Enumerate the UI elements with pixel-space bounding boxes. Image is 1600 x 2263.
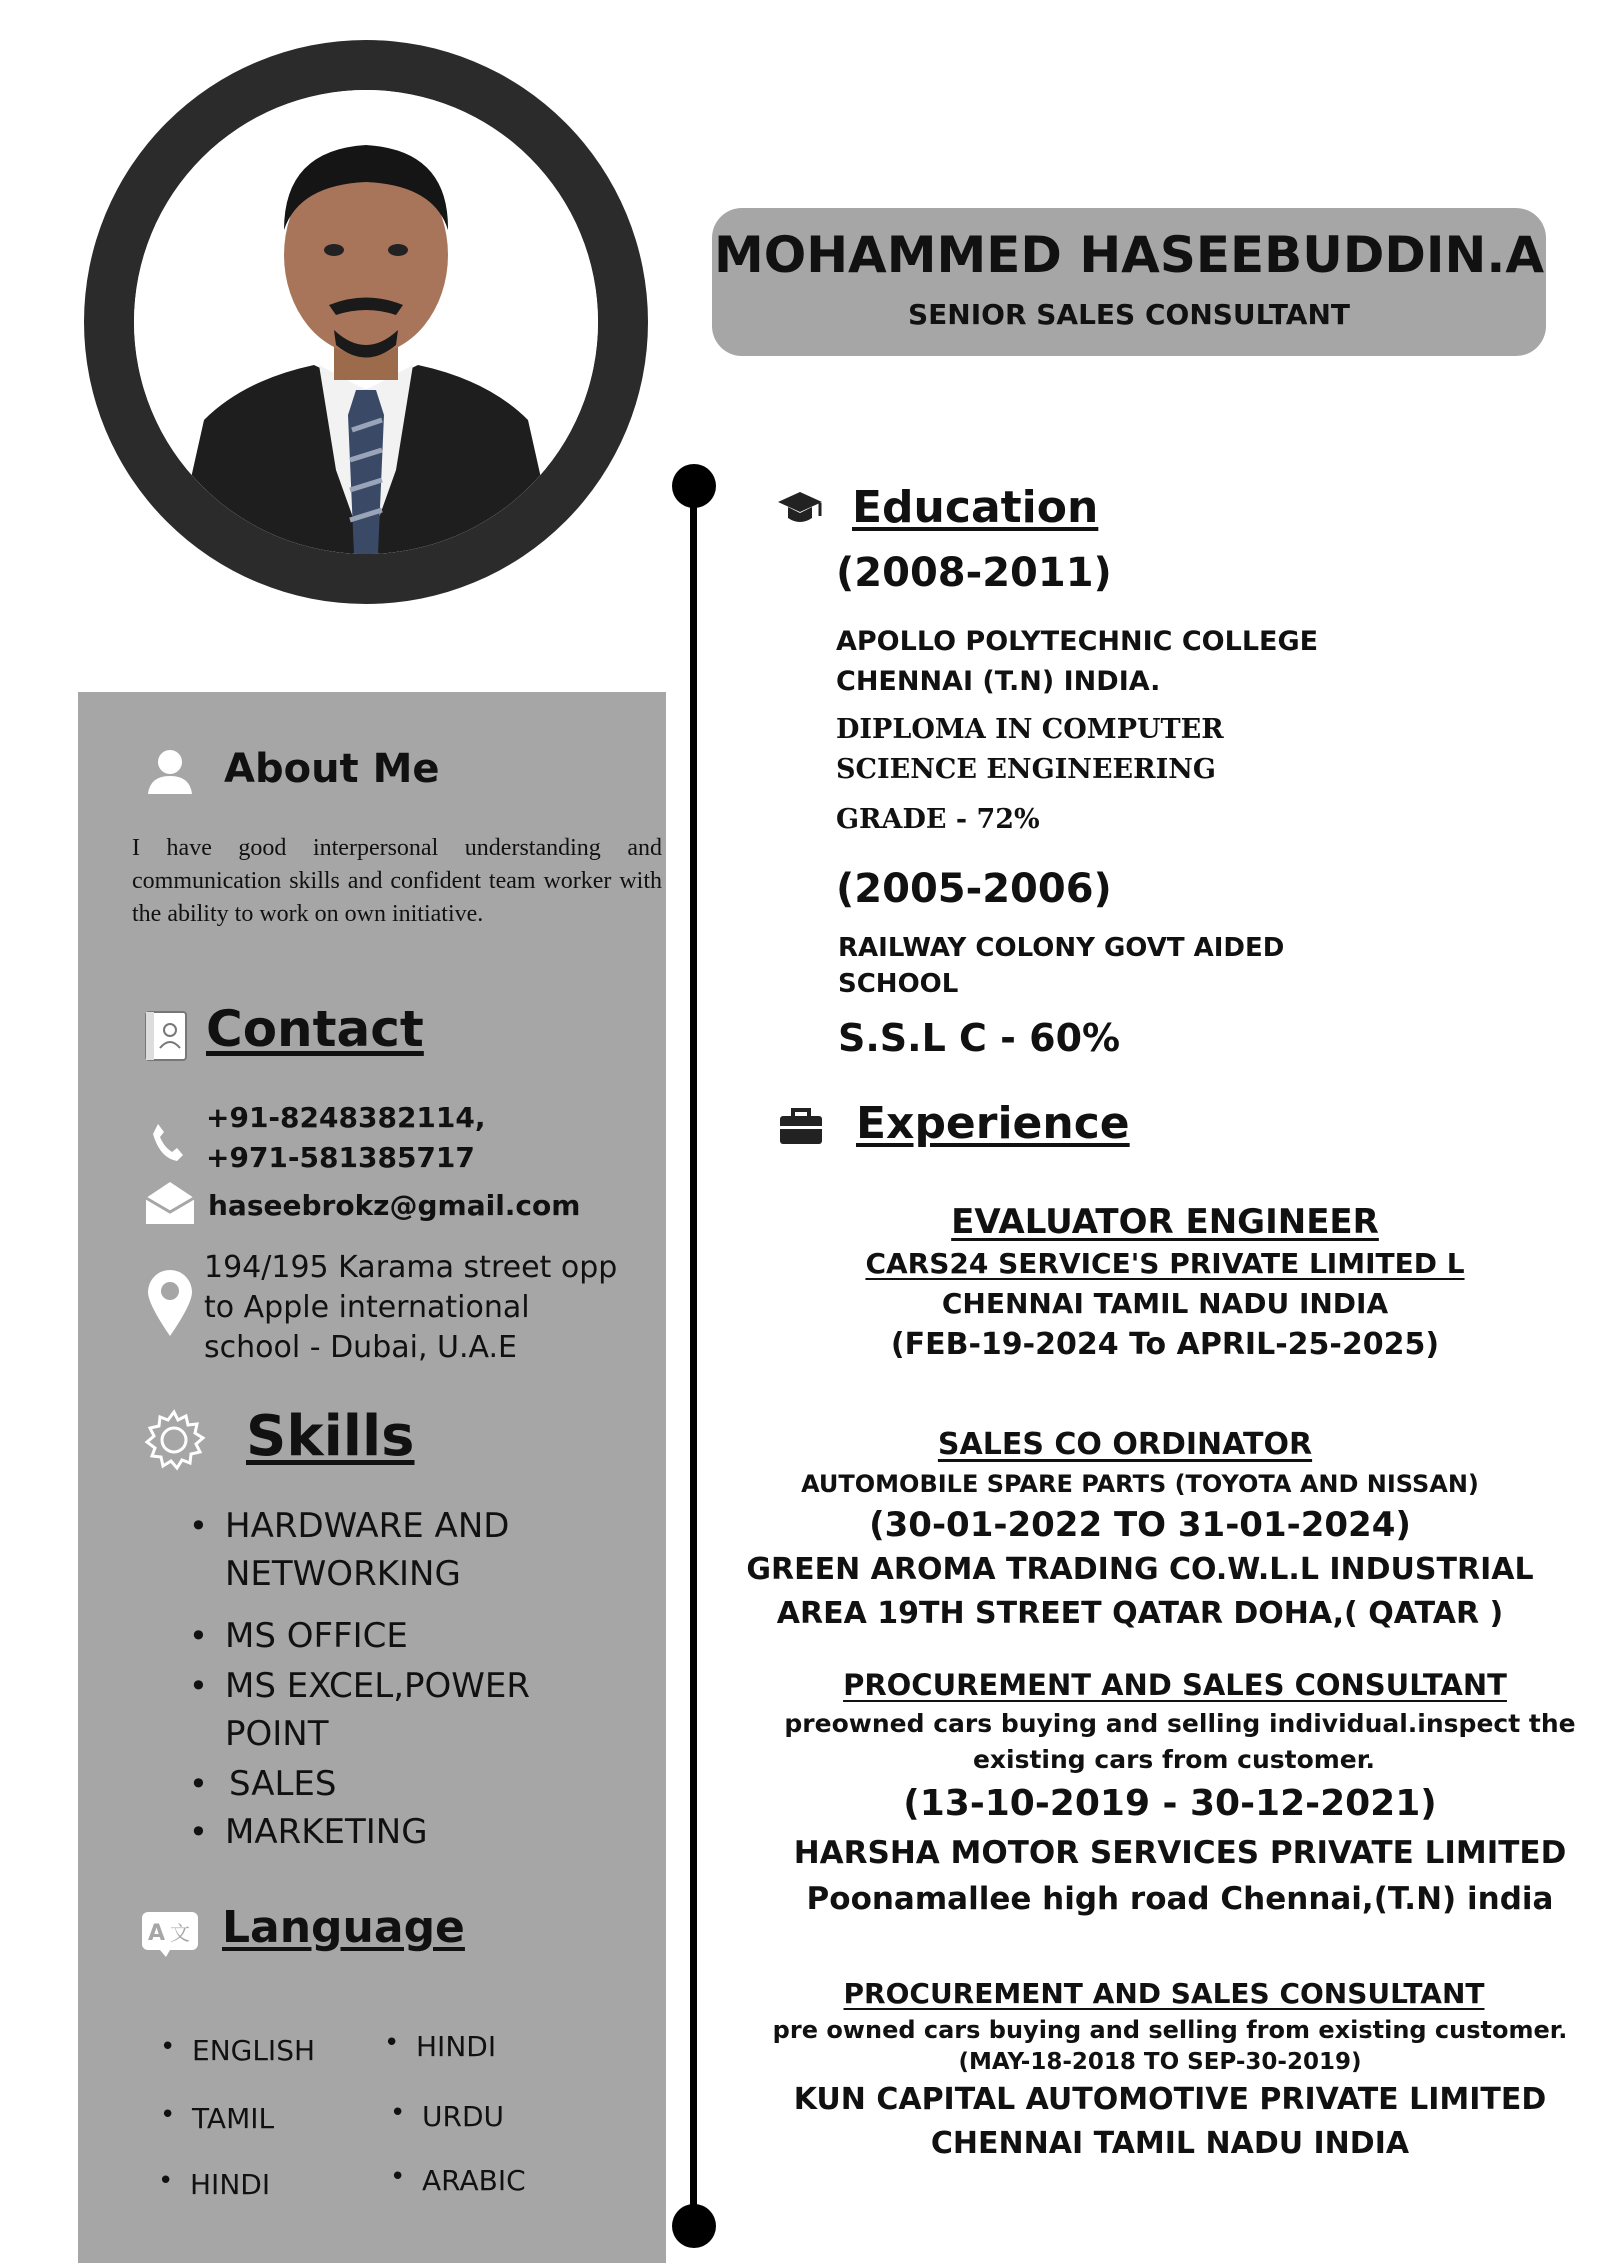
education-year: (2005-2006) (836, 866, 1112, 912)
education-grade: S.S.L C - 60% (838, 1016, 1121, 1060)
contact-book-icon (142, 1010, 190, 1066)
job-dates: (13-10-2019 - 30-12-2021) (903, 1783, 1437, 1824)
job-description: pre owned cars buying and selling from existing customer. (772, 2016, 1568, 2044)
svg-text:文: 文 (170, 1921, 190, 1945)
job-dates: (FEB-19-2024 To APRIL-25-2025) (890, 1327, 1440, 1362)
job-title: PROCUREMENT AND SALES CONSULTANT (843, 1668, 1507, 1702)
job-dates: (30-01-2022 TO 31-01-2024) (869, 1505, 1411, 1545)
job-description-cont: existing cars from customer. (972, 1745, 1376, 1774)
school-name-cont: SCHOOL (838, 969, 959, 999)
svg-text:A: A (148, 1921, 166, 1946)
skills-heading: Skills (246, 1404, 415, 1469)
language-heading: Language (222, 1902, 465, 1953)
skill-item-label: • MS EXCEL,POWER (225, 1666, 530, 1706)
job-title: SENIOR SALES CONSULTANT (908, 298, 1350, 331)
contact-heading: Contact (206, 1000, 424, 1058)
skill-item (225, 1760, 645, 1808)
user-icon (146, 748, 194, 800)
skill-item (225, 1612, 645, 1660)
about-heading: About Me (224, 746, 440, 792)
phone-numbers (206, 1098, 486, 1178)
language-item: • HINDI (416, 2030, 496, 2063)
skill-item-label: • MS OFFICE (225, 1616, 408, 1656)
company-address: AREA 19TH STREET QATAR DOHA,( QATAR ) (776, 1596, 1504, 1631)
school-location: CHENNAI (T.N) INDIA. (836, 666, 1161, 697)
education-school (836, 622, 1318, 702)
profile-photo-frame (84, 40, 648, 604)
email-link[interactable]: haseebrokz@gmail.com (208, 1189, 581, 1222)
address-line-1: 194/195 Karama street opp (204, 1250, 618, 1285)
phone-number-1[interactable]: +91-8248382114, (206, 1101, 486, 1134)
education-degree (836, 710, 1224, 790)
experience-heading: Experience (856, 1098, 1130, 1149)
about-text: I have good interpersonal understanding and communication skills and confident team worker with the ability to work on own initiative. (132, 835, 662, 927)
company-name: GREEN AROMA TRADING CO.W.L.L INDUSTRIAL (746, 1552, 1534, 1587)
company-name: HARSHA MOTOR SERVICES PRIVATE LIMITED (793, 1835, 1567, 1871)
education-grade: GRADE - 72% (836, 804, 1040, 835)
address-line-2: to Apple international (204, 1290, 530, 1325)
person-portrait-icon (134, 90, 598, 554)
experience-entry (760, 1664, 1600, 1922)
job-title: PROCUREMENT AND SALES CONSULTANT (843, 1977, 1485, 2010)
skill-item-label: • SALES (229, 1764, 337, 1804)
job-location: CHENNAI TAMIL NADU INDIA (941, 1287, 1389, 1320)
name-banner (712, 208, 1546, 356)
timeline-line (690, 486, 697, 2236)
skills-list (225, 1502, 645, 1856)
school-name: APOLLO POLYTECHNIC COLLEGE (836, 626, 1319, 657)
experience-entry (760, 1974, 1580, 2166)
skill-item (225, 1662, 645, 1758)
job-description: preowned cars buying and selling individual.inspect the (784, 1709, 1576, 1738)
graduation-cap-icon (776, 488, 824, 532)
skill-item-label: • HARDWARE AND (225, 1506, 510, 1546)
experience-entry (760, 1200, 1570, 1366)
skill-item (225, 1808, 645, 1856)
skill-item-label-cont: POINT (225, 1714, 329, 1754)
location-pin-icon (146, 1268, 194, 1342)
company-name: KUN CAPITAL AUTOMOTIVE PRIVATE LIMITED (793, 2082, 1547, 2117)
company-address: Poonamallee high road Chennai,(T.N) india (806, 1881, 1554, 1917)
degree-line: SCIENCE ENGINEERING (836, 754, 1216, 785)
language-item: • HINDI (190, 2168, 270, 2201)
language-item: • ENGLISH (192, 2034, 315, 2067)
timeline-dot-bottom (672, 2204, 716, 2248)
skill-item-label: • MARKETING (225, 1812, 428, 1852)
job-title: SALES CO ORDINATOR (937, 1427, 1313, 1462)
school-name: RAILWAY COLONY GOVT AIDED (838, 933, 1285, 963)
language-item: • URDU (422, 2100, 504, 2133)
phone-number-2[interactable]: +971-581385717 (206, 1141, 475, 1174)
job-dates: (MAY-18-2018 TO SEP-30-2019) (958, 2049, 1362, 2075)
briefcase-icon (778, 1106, 824, 1150)
education-year: (2008-2011) (836, 550, 1112, 596)
language-item: • ARABIC (422, 2164, 526, 2197)
gear-icon (142, 1408, 206, 1476)
full-name: MOHAMMED HASEEBUDDIN.A (713, 226, 1545, 284)
timeline-dot-top (672, 464, 716, 508)
phone-icon (150, 1122, 184, 1166)
education-heading: Education (852, 482, 1099, 533)
envelope-icon (144, 1180, 196, 1230)
education-school (838, 930, 1284, 1002)
degree-line: DIPLOMA IN COMPUTER (836, 714, 1224, 745)
skill-item-label-cont: NETWORKING (225, 1554, 461, 1594)
language-item: • TAMIL (192, 2102, 274, 2135)
experience-entry (740, 1424, 1540, 1636)
company-name: CARS24 SERVICE'S PRIVATE LIMITED L (865, 1247, 1465, 1280)
job-title: EVALUATOR ENGINEER (951, 1202, 1379, 1242)
translate-icon (140, 1910, 200, 1962)
skill-item (225, 1502, 645, 1598)
profile-photo (134, 90, 598, 554)
company-address: CHENNAI TAMIL NADU INDIA (930, 2126, 1410, 2161)
address-line-3: school - Dubai, U.A.E (204, 1330, 518, 1365)
address (204, 1248, 617, 1368)
job-description: AUTOMOBILE SPARE PARTS (TOYOTA AND NISSAN) (801, 1470, 1479, 1498)
